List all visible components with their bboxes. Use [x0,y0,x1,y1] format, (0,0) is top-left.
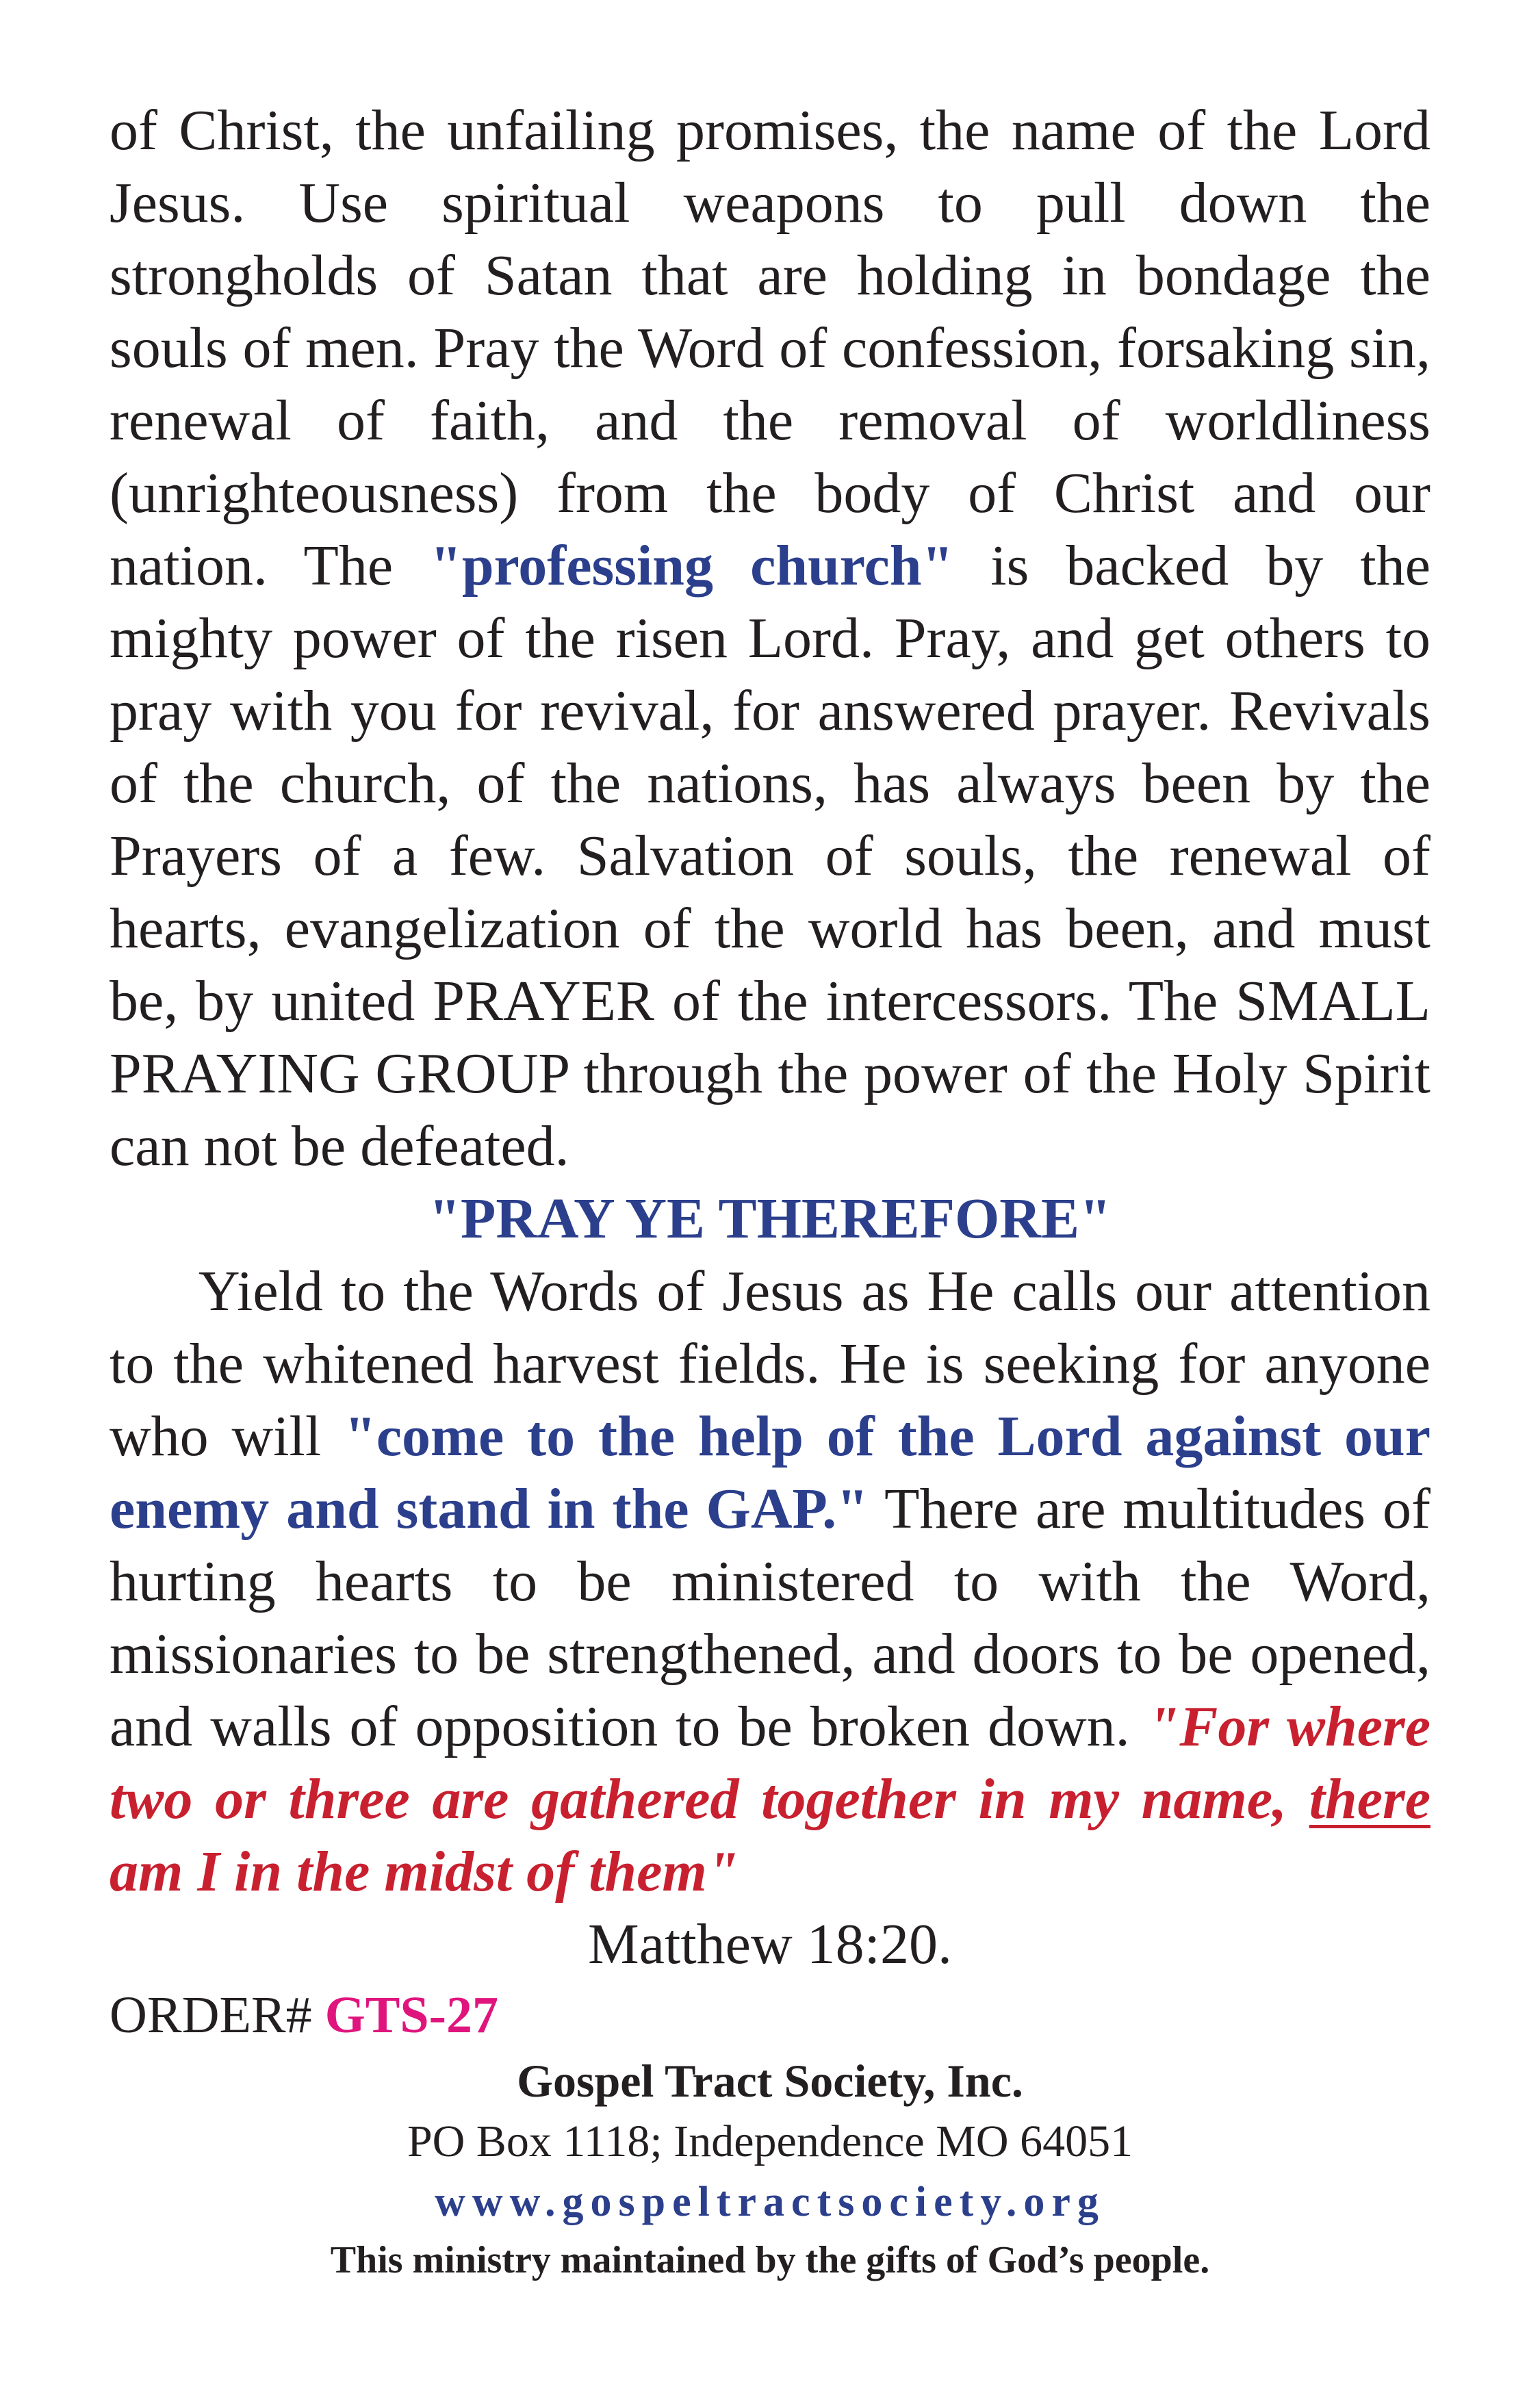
professing-church-highlight: "professing church" [430,534,954,598]
organization-name: Gospel Tract Society, Inc. [517,2055,1023,2107]
paragraph-2-text-middle: There are multitudes of hurting hearts to be ministered to with the Word, missionaries to be strengthened, and doors to be opened, and walls of opposition to be broken down. [110,1477,1430,1758]
order-number [110,1981,1430,2049]
scripture-reference: Matthew 18:20. [588,1912,952,1976]
organization-address: PO Box 1118; Independence MO 64051 [407,2116,1133,2166]
paragraph-1-text-start: of Christ, the unfailing promises, the name of the Lord Jesus. Use spiritual weapons to pull down the strongholds of Satan that are holding in bondage the souls of men. Pray the Word of confession, forsaking sin, renewal of faith, and the removal of worldliness (unrighteousness) from the body of Christ and our nation. The [110,99,1430,598]
tract-page [110,94,1430,2288]
paragraph-2-text-start: Yield to the Words of Jesus as He calls our attention to the whitened harvest fields. He is seeking for anyone who will [110,1259,1430,1468]
scripture-quote-end: am I in the midst of them" [110,1840,739,1904]
paragraph-1-text-end: is backed by the mighty power of the risen Lord. Pray, and get others to pray with you for revival, for answered prayer. Revivals of the church, of the nations, has always been by the Prayers of a few. Salvation of souls, the renewal of hearts, evangelization of the world has been, and must be, by united PRAYER of the intercessors. The SMALL PRAYING GROUP through the power of the Holy Spirit can not be defeated. [110,534,1430,1178]
ministry-note: This ministry maintained by the gifts of God’s people. [330,2239,1210,2281]
body-paragraph-1 [110,94,1430,1183]
scripture-quote-underlined-word: there [1309,1767,1430,1831]
body-paragraph-2 [110,1255,1430,1908]
help-of-the-lord-highlight: "come to the help of the Lord against our enemy and stand in the GAP." [110,1405,1430,1541]
website-link[interactable]: www.gospeltractsociety.org [435,2179,1105,2225]
scripture-quote-start: "For where two or three are gathered together in my name, [110,1695,1430,1831]
section-heading: "PRAY YE THEREFORE" [428,1187,1112,1251]
order-label: ORDER# [110,1986,325,2044]
order-code: GTS-27 [324,1986,498,2044]
